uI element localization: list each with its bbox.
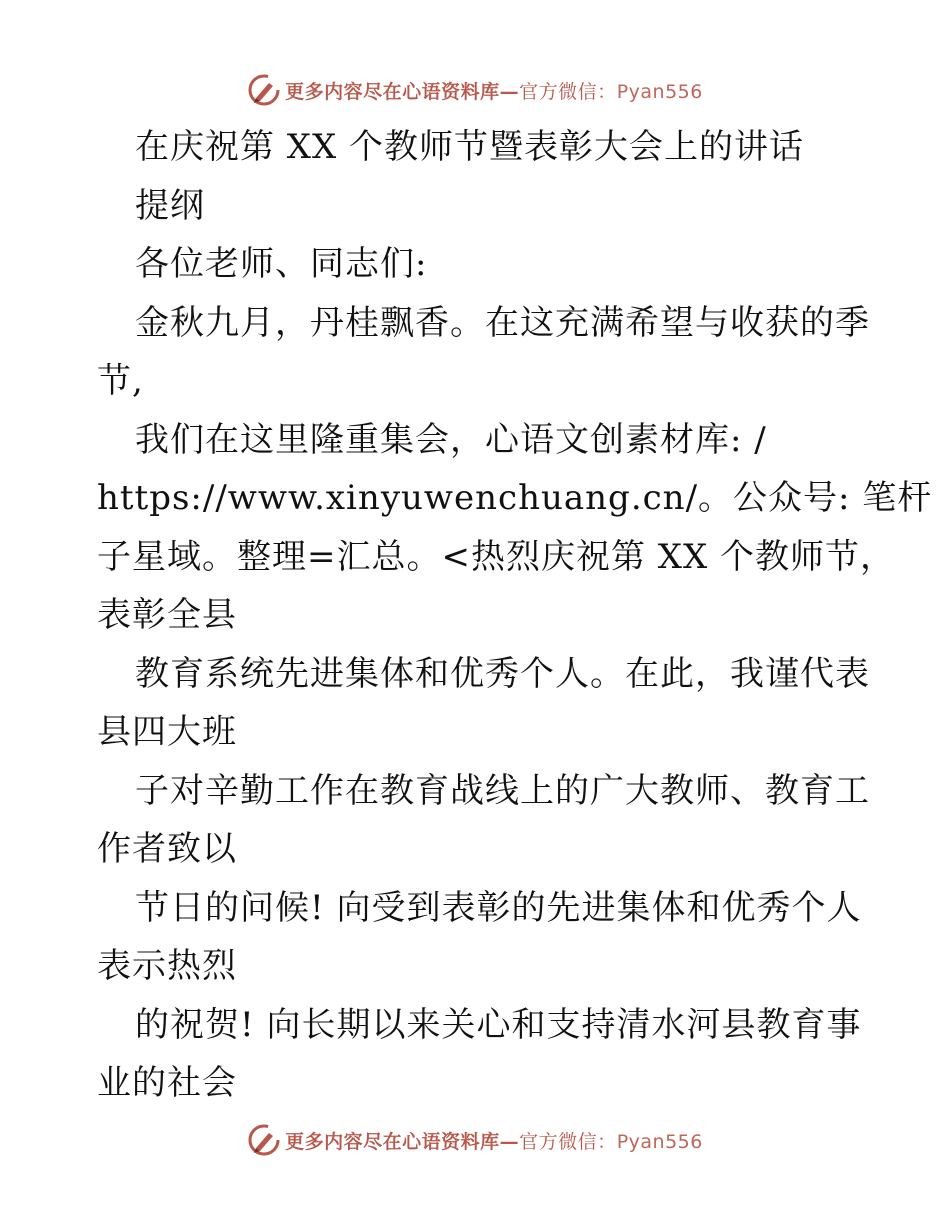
text-line: 在庆祝第 XX 个教师节暨表彰大会上的讲话 — [135, 127, 805, 167]
text-line: 表示热烈 — [97, 946, 237, 986]
text-line: 节, — [97, 361, 144, 401]
footer-watermark-banner — [0, 1120, 950, 1160]
watermark-text — [285, 77, 703, 104]
watermark-dash: — — [499, 1130, 520, 1153]
text-line: https://www.xinyuwenchuang.cn/。公众号: 笔杆 — [97, 478, 933, 518]
text-line: 金秋九月，丹桂飘香。在这充满希望与收获的季 — [135, 302, 870, 343]
watermark-main: 更多内容尽在心语资料库 — [285, 1130, 500, 1153]
watermark-official: 官方微信： — [519, 80, 617, 103]
pen-logo-icon — [247, 73, 281, 107]
text-line: 子对辛勤工作在教育战线上的广大教师、教育工 — [135, 770, 870, 811]
text-line: 子星域。整理=汇总。<热烈庆祝第 XX 个教师节， — [97, 536, 896, 577]
text-line: 节日的问候! 向受到表彰的先进集体和优秀个人 — [135, 887, 862, 928]
text-line: 表彰全县 — [97, 595, 237, 635]
watermark-text — [285, 1127, 703, 1154]
header-watermark-banner — [0, 70, 950, 110]
watermark-wechat-id: Pyan556 — [616, 80, 703, 103]
text-line: 各位老师、同志们: — [135, 244, 428, 284]
text-line: 我们在这里隆重集会，心语文创素材库: / — [135, 419, 767, 460]
text-line: 的祝贺! 向长期以来关心和支持清水河县教育事 — [135, 1004, 862, 1045]
text-line: 县四大班 — [97, 712, 237, 752]
text-line: 提纲 — [135, 185, 205, 226]
pen-logo-icon — [247, 1123, 281, 1157]
text-line: 业的社会 — [97, 1063, 237, 1103]
document-body — [97, 118, 933, 1113]
watermark-dash: — — [499, 80, 520, 103]
watermark-wechat-id: Pyan556 — [616, 1130, 703, 1153]
text-line: 作者致以 — [97, 829, 237, 869]
watermark-main: 更多内容尽在心语资料库 — [285, 80, 500, 103]
text-line: 教育系统先进集体和优秀个人。在此，我谨代表 — [135, 653, 870, 694]
watermark-official: 官方微信： — [519, 1130, 617, 1153]
